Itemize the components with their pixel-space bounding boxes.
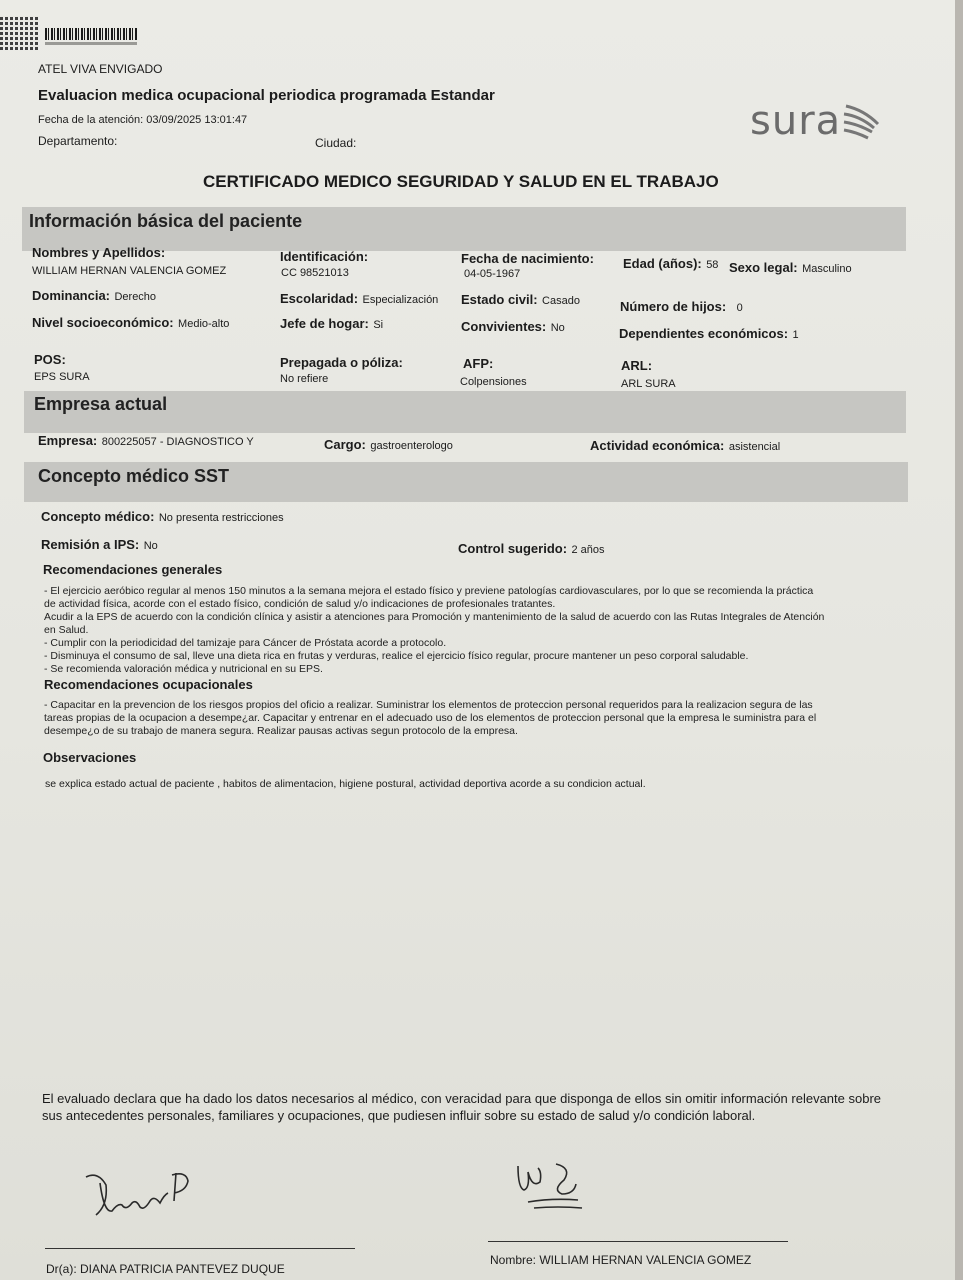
prepaid-label: Prepagada o póliza: — [280, 355, 403, 370]
referral-field: Remisión a IPS: No — [41, 537, 158, 552]
name-value: WILLIAM HERNAN VALENCIA GOMEZ — [32, 265, 227, 277]
institution-name: ATEL VIVA ENVIGADO — [38, 62, 163, 76]
sura-logo: sura — [750, 98, 842, 144]
barcode-caption — [45, 42, 137, 45]
general-line: Acudir a la EPS de acuerdo con la condición clínica y asistir a atenciones para Promoción y mantenimiento de la salud de acuerdo con las Rutas Integrales de Atención — [44, 611, 825, 623]
page-edge — [955, 0, 963, 1280]
city-label: Ciudad: — [315, 136, 357, 150]
doctor-signature-line — [45, 1248, 355, 1249]
concept-section-title: Concepto médico SST — [38, 466, 230, 486]
qr-code-icon — [0, 16, 40, 50]
doctor-name: Dr(a): DIANA PATRICIA PANTEVEZ DUQUE — [46, 1262, 285, 1276]
general-line: - Disminuya el consumo de sal, lleve una dieta rica en frutas y verduras, realice el ejercicio físico regular, procure mantener un peso corporal saludable. — [44, 650, 749, 662]
sex-field: Sexo legal: Masculino — [729, 260, 852, 275]
dependents-field: Dependientes económicos: 1 — [619, 326, 799, 341]
medical-concept-field: Concepto médico: No presenta restricciones — [41, 509, 284, 524]
document-title: CERTIFICADO MEDICO SEGURIDAD Y SALUD EN EL TRABAJO — [203, 172, 719, 191]
name-label: Nombres y Apellidos: — [32, 245, 166, 260]
economic-activity-field: Actividad económica: asistencial — [590, 438, 781, 453]
socioeconomic-field: Nivel socioeconómico: Medio-alto — [32, 315, 230, 330]
sura-logo-mark-icon — [842, 102, 882, 146]
position-field: Cargo: gastroenterologo — [324, 437, 453, 452]
company-field: Empresa: 800225057 - DIAGNOSTICO Y — [38, 433, 254, 448]
age-field: Edad (años): 58 — [623, 256, 719, 271]
observations-title: Observaciones — [43, 750, 137, 765]
birth-value: 04-05-1967 — [464, 268, 521, 280]
general-line: en Salud. — [44, 624, 89, 636]
occupational-line: desempe¿o de su trabajo de manera segura. Realizar pausas activas segun protocolo de la empresa. — [44, 725, 518, 737]
general-line: - Se recomienda valoración médica y nutricional en su EPS. — [44, 663, 323, 675]
barcode-icon — [45, 28, 137, 40]
occupational-recommendations-title: Recomendaciones ocupacionales — [44, 677, 253, 692]
general-line: - El ejercicio aeróbico regular al menos 150 minutos a la semana mejora el estado físico y previene patologías cardiovasculares, por lo que se recomienda la práctica — [44, 585, 814, 597]
children-field: Número de hijos: 0 — [620, 299, 743, 314]
suggested-control-field: Control sugerido: 2 años — [458, 541, 605, 556]
general-line: de actividad física, acorde con el estado físico, condición de salud y/o indicaciones de profesionales tratantes. — [44, 598, 556, 610]
declaration-text: El evaluado declara que ha dado los datos necesarios al médico, con veracidad para que disponga de ellos sin omitir información relevante sobre sus antecedentes personales, familiares y ocupaciones, que pudiesen influir sobre su estado de salud y/o condición laboral. — [42, 1091, 882, 1123]
pos-label: POS: — [34, 352, 66, 367]
cohabitants-field: Convivientes: No — [461, 319, 565, 334]
general-line: - Cumplir con la periodicidad del tamizaje para Cáncer de Próstata acorde a protocolo. — [44, 637, 447, 649]
patient-signature-line — [488, 1241, 788, 1242]
schooling-field: Escolaridad: Especialización — [280, 291, 439, 306]
pos-value: EPS SURA — [34, 371, 90, 383]
patient-name: Nombre: WILLIAM HERNAN VALENCIA GOMEZ — [490, 1253, 752, 1267]
arl-value: ARL SURA — [621, 378, 676, 390]
observations-text: se explica estado actual de paciente , habitos de alimentacion, higiene postural, actividad deportiva acorde a su condicion actual. — [45, 778, 646, 790]
afp-label: AFP: — [463, 356, 494, 371]
occupational-line: - Capacitar en la prevencion de los riesgos propios del oficio a realizar. Suministrar los elementos de proteccion personal requeridos para la realizacion segura de las — [44, 699, 813, 711]
patient-section-title: Información básica del paciente — [29, 211, 303, 231]
dominance-field: Dominancia: Derecho — [32, 288, 157, 303]
attention-date: Fecha de la atención: 03/09/2025 13:01:47 — [38, 114, 248, 126]
company-section-title: Empresa actual — [34, 394, 168, 414]
general-recommendations-text — [44, 585, 824, 676]
doctor-signature-icon — [78, 1165, 203, 1225]
arl-label: ARL: — [621, 358, 653, 373]
department-label: Departamento: — [38, 134, 118, 148]
patient-signature-icon — [512, 1158, 592, 1213]
birth-label: Fecha de nacimiento: — [461, 251, 594, 266]
afp-value: Colpensiones — [460, 376, 527, 388]
occupational-recommendations-text — [44, 699, 816, 738]
prepaid-value: No refiere — [280, 373, 329, 385]
id-label: Identificación: — [280, 249, 369, 264]
id-value: CC 98521013 — [281, 267, 349, 279]
head-of-household-field: Jefe de hogar: Si — [280, 316, 384, 331]
exam-title: Evaluacion medica ocupacional periodica programada Estandar — [38, 87, 495, 104]
civil-status-field: Estado civil: Casado — [461, 292, 580, 307]
general-recommendations-title: Recomendaciones generales — [43, 562, 223, 577]
occupational-line: tareas propias de la ocupacion a desempe¿ar. Capacitar y entrenar en el adecuado uso de los elementos de proteccion personal que la empresa le suministra para el — [44, 712, 817, 724]
